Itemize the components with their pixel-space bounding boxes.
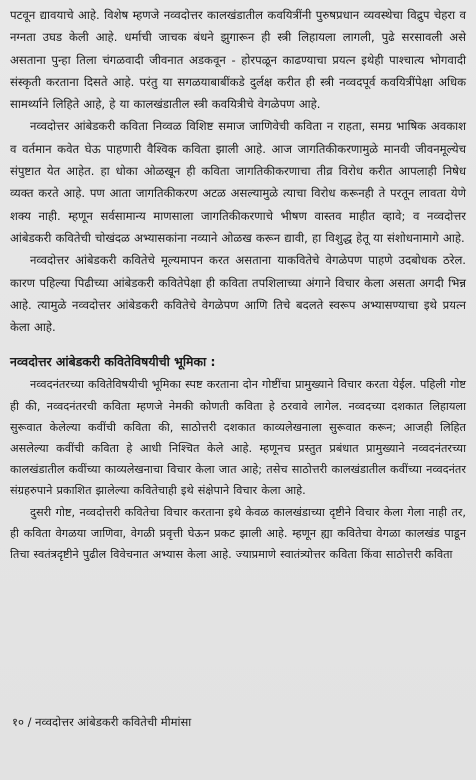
page-footer xyxy=(12,712,464,732)
page-number: १० xyxy=(12,715,24,729)
running-title: नव्वदोत्तर आंबेडकरी कवितेची मीमांसा xyxy=(35,715,192,729)
section-heading: नव्वदोत्तर आंबेडकरी कवितेविषयीची भूमिका : xyxy=(10,354,216,370)
paragraph-2: नव्वदोत्तर आंबेडकरी कविता निव्वळ विशिष्ट समाज जाणिवेची कविता न राहता, समग्र भाषिक अवकाश व वर्तमान कवेत घेऊ पाहणारी वैश्विक कविता झाली आहे. आज जागतिकीकरणामुळे मानवी जीवनमूल्येच संपुष्टात येत आहेत. हा धोका ओळखून ही कविता जागतिकीकरणाचा तीव्र विरोध करीत आपलाही निषेध व्यक्त करते आहे. पण आता जागतिकीकरण अटळ असल्यामुळे त्याचा विरोध करूनही ते परतून लावता येणे शक्य नाही. म्हणून सर्वसामान्य माणसाला जागतिकीकरणाचे भीषण वास्तव माहीत व्हावे; व नव्वदोत्तर आंबेडकरी कवितेची चोखंदळ अभ्यासकांना नव्याने ओळख करून द्यावी, हा विशुद्ध हेतू या संशोधनामागे आहे. xyxy=(10,119,466,245)
paragraph-5: दुसरी गोष्ट, नव्वदोत्तरी कवितेचा विचार करताना इथे केवळ कालखंडाच्या दृष्टीने विचार केला गेला नाही तर, ही कविता वेगळया जाणिवा, वेगळी प्रवृत्ती घेऊन प्रकट झाली आहे. म्हणून ह्या कवितेचा वेगळा कालखंड पाडून तिचा स्वतंत्रदृष्टीने पुढील विवेचनात अभ्यास केला आहे. ज्याप्रमाणे स्वातंत्र्योत्तर कविता किंवा साठोत्तरी कविता xyxy=(10,505,466,562)
paragraph-4: नव्वदनंतरच्या कवितेविषयीची भूमिका स्पष्ट करताना दोन गोष्टींचा प्रामुख्याने विचार करता येईल. पहिली गोष्ट ही की, नव्वदनंतरची कविता म्हणजे नेमकी कोणती कविता हे ठरवावे लागेल. नव्वदच्या दशकात लिहायला सुरूवात केलेल्या कवींची कविता की, साठोत्तरी दशकात काव्यलेखनाला सुरूवात करून; आजही लिहित असलेल्या कवींची कविता हे आधी निश्चित केले आहे. म्हणूनच प्रस्तुत प्रबंधात प्रामुख्याने नव्वदनंतरच्या कालखंडातील कवींच्या काव्यलेखनाचा विचार केला जात आहे; तसेच साठोत्तरी कालखंडातील कवींच्या नव्वदनंतर संग्रहरुपाने प्रकाशित झालेल्या कवितेचाही इथे संक्षेपाने विचार केला आहे. xyxy=(10,378,466,498)
paragraph-3: नव्वदोत्तर आंबेडकरी कवितेचे मूल्यमापन करत असताना याकवितेचे वेगळेपण पाहणे उदबोधक ठरेल. कारण पहिल्या पिढीच्या आंबेडकरी कवितेपेक्षा ही कविता तपशिलाच्या अंगाने विचार केला असता अगदी भिन्न आहे. त्यामुळे नव्वदोत्तर आंबेडकरी कवितेचे वेगळेपण आणि तिचे बदलते स्वरूप अभ्यासण्याचा इथे प्रयत्न केला आहे. xyxy=(10,253,466,335)
footer-separator: / xyxy=(23,715,36,729)
body-text xyxy=(10,4,466,338)
paragraph-1: पटवून द्यावयाचे आहे. विशेष म्हणजे नव्वदोत्तर कालखंडातील कवयित्रींनी पुरुषप्रधान व्यवस्थेचा विद्रुप चेहरा व नग्नता उघड केली आहे. धर्माची जाचक बंधने झुगारून ही स्त्री लिहायला लागली, पुढे सरसावली असे असताना पुन्हा तिला चंगळवादी जीवनात अडकवून - होरपळून काढण्याचा प्रयत्न इथेही पाश्चात्य भोगवादी संस्कृती करताना दिसते आहे. परंतु या सगळयाबाबींकडे दुर्लक्ष करीत ही स्त्री नव्वदपूर्व कवयित्रींपेक्षा अधिक सामर्थ्याने लिहिते आहे, हे या कालखंडातील स्त्री कवयित्रीचे वेगळेपण आहे. xyxy=(10,8,466,112)
section-role xyxy=(10,350,466,565)
